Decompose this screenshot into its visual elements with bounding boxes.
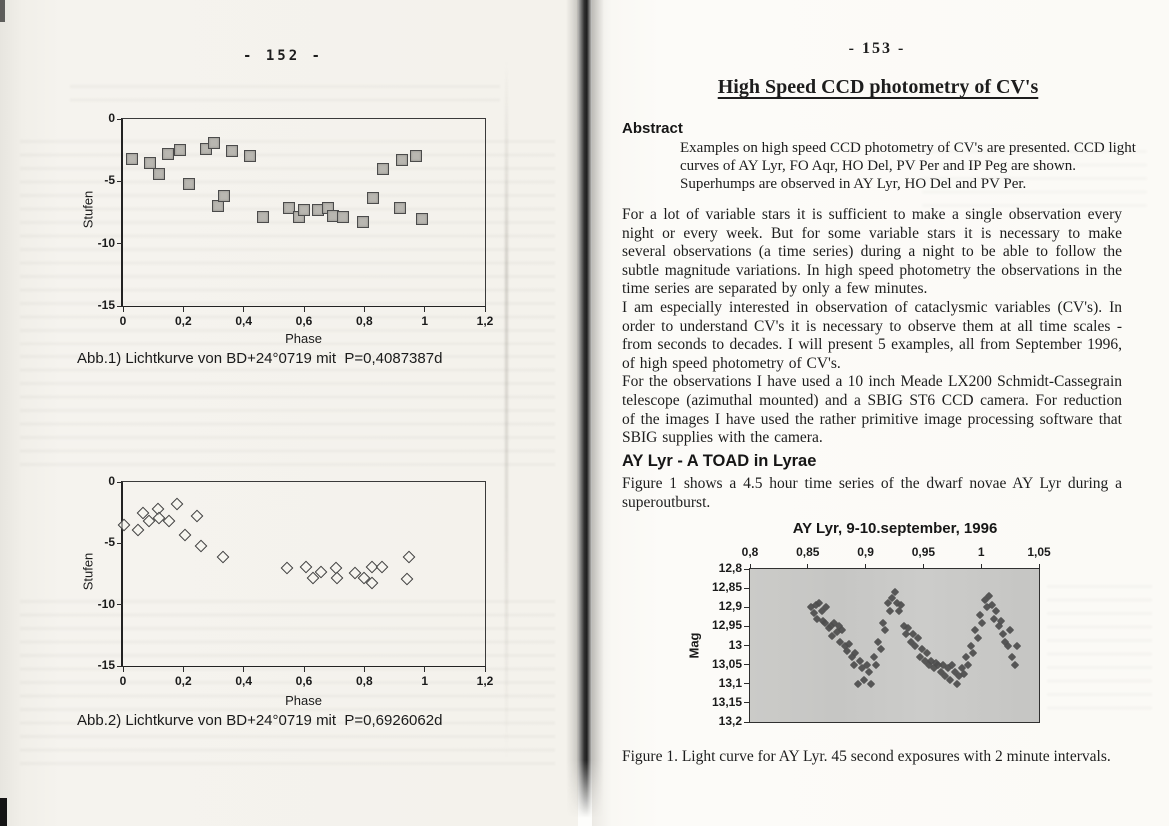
- x-tick-mark: [1039, 564, 1040, 569]
- y-tick-label: 12,8: [718, 561, 742, 575]
- book-spine-shadow: [566, 0, 604, 826]
- abb1-x-axis-label: Phase: [285, 331, 322, 346]
- data-point: [410, 150, 422, 162]
- data-point: [118, 519, 131, 532]
- abb1-caption: Abb.1) Lichtkurve von BD+24°0719 mit P=0,4087387d: [77, 350, 443, 367]
- y-tick-mark: [744, 722, 750, 723]
- x-tick-mark: [424, 666, 425, 672]
- x-tick-label: 0,95: [911, 545, 936, 559]
- data-point: [126, 153, 138, 165]
- x-tick-label: 1: [421, 674, 428, 688]
- x-tick-mark: [123, 666, 124, 672]
- section-heading-ay-lyr: AY Lyr - A TOAD in Lyrae: [622, 452, 817, 470]
- x-tick-label: 0,2: [174, 314, 192, 328]
- ay-chart-title: AY Lyr, 9-10.september, 1996: [792, 520, 998, 537]
- y-tick-label: 13,1: [718, 675, 742, 690]
- y-tick-mark: [744, 626, 750, 627]
- data-point: [879, 618, 887, 626]
- abb1-y-axis-label: Stufen: [80, 190, 96, 229]
- x-tick-mark: [923, 564, 924, 569]
- y-tick-label: 12,85: [711, 580, 742, 595]
- data-point: [170, 498, 183, 511]
- y-tick-label: -5: [104, 535, 115, 550]
- data-point: [218, 190, 230, 202]
- page-number-152: - 152 -: [242, 48, 323, 64]
- x-tick-label: 1: [421, 314, 428, 328]
- data-point: [257, 211, 269, 223]
- page-right: [592, 0, 1169, 826]
- data-point: [298, 204, 310, 216]
- x-tick-mark: [424, 306, 425, 312]
- data-point: [208, 137, 220, 149]
- y-tick-label: 13,15: [711, 694, 742, 709]
- data-point: [394, 202, 406, 214]
- y-tick-label: -10: [97, 235, 115, 250]
- data-point: [357, 216, 369, 228]
- y-tick-mark: [117, 482, 123, 483]
- data-point: [376, 560, 389, 573]
- x-tick-mark: [865, 564, 866, 569]
- data-point: [953, 680, 961, 688]
- data-point: [845, 639, 853, 647]
- y-tick-label: 13: [728, 637, 742, 652]
- data-point: [132, 523, 145, 536]
- data-point: [216, 550, 229, 563]
- x-tick-mark: [183, 666, 184, 672]
- x-tick-mark: [364, 306, 365, 312]
- y-tick-label: 0: [108, 111, 115, 125]
- x-tick-label: 0,6: [295, 314, 313, 328]
- x-tick-label: 0,4: [235, 674, 252, 688]
- y-tick-label: -5: [104, 173, 115, 188]
- x-tick-label: 0,8: [741, 545, 759, 559]
- y-tick-mark: [744, 645, 750, 646]
- body-paragraph: For a lot of variable stars it is sufficient to make a single observation every night or every week. But for some variable stars it is necessary to make several observations (a time series) during a night to be able to follow the subtle magnitude variations. In high speed photometry the observations in the time series are separated by only a few minutes.: [622, 206, 1122, 298]
- data-point: [195, 539, 208, 552]
- y-tick-mark: [744, 588, 750, 589]
- x-tick-mark: [123, 306, 124, 312]
- x-tick-mark: [304, 306, 305, 312]
- y-tick-label: -15: [97, 298, 115, 312]
- data-point: [191, 510, 204, 523]
- data-point: [403, 550, 416, 563]
- x-tick-label: 1,2: [476, 674, 494, 688]
- data-point: [183, 178, 195, 190]
- y-tick-mark: [744, 702, 750, 703]
- bleed-through-texture: [70, 85, 500, 107]
- y-tick-mark: [744, 607, 750, 608]
- data-point: [869, 653, 877, 661]
- x-tick-mark: [243, 306, 244, 312]
- paper-crease: [505, 60, 508, 760]
- data-point: [179, 528, 192, 541]
- x-tick-mark: [485, 666, 486, 672]
- data-point: [872, 660, 880, 668]
- x-tick-label: 0,2: [174, 674, 192, 688]
- data-point: [1013, 641, 1021, 649]
- page-number-153: - 153 -: [848, 40, 906, 57]
- data-point: [396, 154, 408, 166]
- x-tick-label: 0,85: [796, 545, 820, 559]
- bleed-through-texture: [20, 355, 555, 473]
- aylyr-y-axis-label: Mag: [686, 632, 702, 659]
- x-tick-mark: [304, 666, 305, 672]
- y-tick-label: 12,9: [718, 599, 742, 614]
- page-left: [0, 0, 578, 826]
- chart-abb2-plot-area: [97, 474, 494, 688]
- y-tick-mark: [117, 181, 123, 182]
- body-paragraph: For the observations I have used a 10 inch Meade LX200 Schmidt-Cassegrain telescope (azimuthal mounted) and a SBIG ST6 CCD camera. For reduction of the images I have used the rather primitive image processing software that SBIG supplies with the camera.: [622, 373, 1122, 447]
- y-tick-mark: [744, 664, 750, 665]
- data-point: [226, 145, 238, 157]
- y-tick-mark: [117, 543, 123, 544]
- y-tick-mark: [117, 604, 123, 605]
- chart-abb1-plot-area: [97, 111, 494, 328]
- y-tick-mark: [117, 666, 123, 667]
- x-tick-mark: [981, 564, 982, 569]
- x-tick-mark: [364, 666, 365, 672]
- y-tick-label: -10: [97, 596, 115, 611]
- x-tick-label: 0,8: [355, 314, 373, 328]
- x-tick-label: 1,2: [476, 314, 494, 328]
- data-point: [886, 607, 894, 615]
- abb2-y-axis-label: Stufen: [80, 552, 96, 591]
- abb2-x-axis-label: Phase: [285, 693, 322, 708]
- y-tick-mark: [117, 306, 123, 307]
- y-tick-label: 0: [108, 474, 115, 488]
- data-point: [174, 144, 186, 156]
- paper-title: High Speed CCD photometry of CV's: [717, 76, 1039, 98]
- data-point: [367, 192, 379, 204]
- body-text-block: [622, 206, 1122, 448]
- data-point: [881, 626, 889, 634]
- chart-aylyr-plot-area: [711, 545, 1051, 728]
- figure-1-caption: Figure 1. Light curve for AY Lyr. 45 second exposures with 2 minute intervals.: [622, 748, 1111, 765]
- x-tick-label: 0,8: [355, 674, 373, 688]
- body-paragraph: I am especially interested in observation of cataclysmic variables (CV's). In order to understand CV's it is necessary to observe them at all time scales - from seconds to decades. I will present 5 examples, all from September 1996, of high speed photometry of CV's.: [622, 298, 1122, 372]
- scan-artifact: [0, 0, 5, 22]
- data-point: [330, 571, 343, 584]
- x-tick-label: 0,9: [857, 545, 874, 559]
- data-point: [1010, 660, 1018, 668]
- y-tick-label: 12,95: [711, 618, 742, 633]
- data-point: [1008, 653, 1016, 661]
- x-tick-mark: [183, 306, 184, 312]
- x-tick-label: 0: [119, 314, 127, 328]
- data-point: [973, 634, 981, 642]
- x-tick-mark: [243, 666, 244, 672]
- section-text: Figure 1 shows a 4.5 hour time series of the dwarf novae AY Lyr during a superoutburst.: [622, 475, 1122, 511]
- data-point: [876, 645, 884, 653]
- x-tick-label: 1,05: [1027, 545, 1051, 559]
- y-tick-mark: [117, 243, 123, 244]
- data-point: [144, 157, 156, 169]
- data-point: [976, 611, 984, 619]
- x-tick-label: 0,4: [235, 314, 252, 328]
- data-point: [867, 680, 875, 688]
- x-tick-label: 1: [977, 545, 985, 559]
- data-point: [400, 573, 413, 586]
- y-tick-mark: [744, 683, 750, 684]
- data-point: [978, 618, 986, 626]
- x-tick-label: 0: [119, 674, 127, 688]
- data-point: [281, 561, 294, 574]
- x-tick-label: 0,6: [295, 674, 313, 688]
- abstract-heading: Abstract: [622, 120, 683, 137]
- abb2-caption: Abb.2) Lichtkurve von BD+24°0719 mit P=0,6926062d: [77, 712, 443, 729]
- x-tick-mark: [807, 564, 808, 569]
- abstract-text: Examples on high speed CCD photometry of CV's are presented. CCD light curves of AY Lyr, FO Aqr, HO Del, PV Per and IP Peg are shown. Superhumps are observed in AY Lyr, HO Del and PV Per.: [680, 140, 1136, 193]
- y-tick-label: 13,05: [711, 656, 742, 671]
- data-point: [416, 213, 428, 225]
- data-point: [967, 641, 975, 649]
- data-point: [299, 560, 312, 573]
- x-tick-mark: [485, 306, 486, 312]
- data-point: [244, 150, 256, 162]
- scan-artifact: [0, 798, 7, 826]
- data-point: [337, 211, 349, 223]
- y-tick-label: -15: [97, 658, 115, 672]
- bleed-through-texture: [1047, 585, 1152, 710]
- data-point: [865, 668, 873, 676]
- y-tick-mark: [744, 569, 750, 570]
- data-point: [377, 163, 389, 175]
- y-tick-label: 13,2: [718, 714, 742, 728]
- data-point: [162, 148, 174, 160]
- data-point: [153, 168, 165, 180]
- data-point: [964, 660, 972, 668]
- y-tick-mark: [117, 119, 123, 120]
